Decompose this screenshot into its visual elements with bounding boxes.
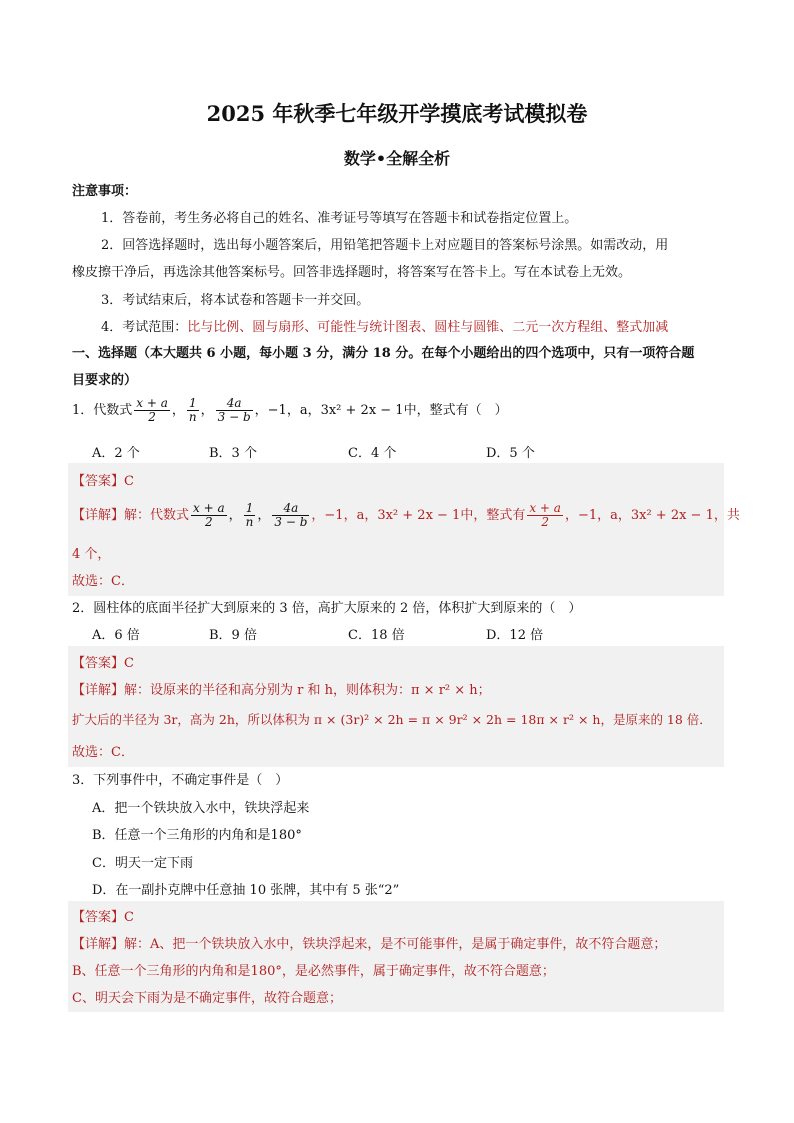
- notice-item-2: 2．回答选择题时，选出每小题答案后，用铅笔把答题卡上对应题目的答案标号涂黑。如需改动，用: [101, 238, 669, 253]
- q1-conclusion: 故选：C．: [72, 574, 134, 589]
- q2-answer: 【答案】C: [72, 656, 134, 671]
- q1-option-d: D．5 个: [486, 446, 535, 461]
- q1-detail-lead: 解：代数式: [124, 508, 190, 523]
- q2-detail-line1: [72, 679, 491, 698]
- q3-option-d: D．在一副扑克牌中任意抽 10 张牌，其中有 5 张“2”: [92, 883, 400, 898]
- q2-detail-tag: 【详解】: [72, 683, 125, 698]
- page-subtitle: 数学•全解全析: [343, 149, 451, 168]
- q3-detail-tag: 【详解】: [72, 937, 125, 952]
- scope-label: 4．考试范围：: [101, 320, 188, 335]
- notice-item-3: 3．考试结束后，将本试卷和答题卡一并交回。: [101, 293, 370, 308]
- question-1-stem: 1．代数式 $\frac{x + a}{2}$ ， $\frac{1}{n}$ ， $\frac{4a}{3 - b}$ ，−1，a，3x² + 2x − 1中，整式有（ ）: [72, 396, 508, 424]
- notice-heading: 注意事项：: [72, 184, 138, 199]
- q3-option-c: C．明天一定下雨: [92, 856, 193, 871]
- q2-detail-text1: 解：设原来的半径和高分别为 r 和 h，则体积为：π × r² × h；: [124, 683, 491, 698]
- q2-option-b: B．9 倍: [209, 628, 257, 643]
- q3-detail-text1: 解：A、把一个铁块放入水中，铁块浮起来，是不可能事件，是属于确定事件，故不符合题意；: [124, 937, 667, 952]
- notice-item-2-cont: 橡皮擦干净后，再选涂其他答案标号。回答非选择题时，将答案写在答卡上。写在本试卷上无效。: [72, 265, 632, 280]
- q2-detail-line2: 扩大后的半径为 3r，高为 2h，所以体积为 π × (3r)² × 2h = π × 9r² × 2h = 18π × r² × h，是原来的 18 倍．: [72, 712, 712, 727]
- q1-rest: ，−1，a，3x² + 2x − 1中，整式有（ ）: [254, 403, 508, 418]
- detail-fraction-x-plus-a-over-2-b: $\frac{x + a}{2}$: [529, 501, 561, 529]
- detail-fraction-1-over-n: $\frac{1}{n}$: [245, 501, 254, 529]
- notice-item-4: [101, 316, 668, 335]
- fraction-4a-over-3-minus-b: $\frac{4a}{3 - b}$: [217, 396, 251, 424]
- q2-option-d: D．12 倍: [486, 628, 544, 643]
- q1-answer-block: [68, 463, 724, 596]
- q1-detail-line2: 4 个，: [72, 547, 111, 562]
- q3-answer: 【答案】C: [72, 910, 134, 925]
- q2-option-c: C．18 倍: [348, 628, 405, 643]
- notice-item-1: 1．答卷前，考生务必将自己的姓名、准考证号等填写在答题卡和试卷指定位置上。: [101, 211, 578, 226]
- q1-option-a: A．2 个: [92, 446, 140, 461]
- q1-option-c: C．4 个: [348, 446, 397, 461]
- question-3-stem: 3．下列事件中，不确定事件是（ ）: [72, 773, 289, 788]
- section-heading-line1: 一、选择题（本大题共 6 小题，每小题 3 分，满分 18 分。在每个小题给出的四个选项中，只有一项符合题: [72, 346, 695, 361]
- section-heading-line2: 目要求的）: [72, 373, 138, 388]
- q1-lead: 1．代数式: [72, 403, 133, 418]
- detail-fraction-x-plus-a-over-2: $\frac{x + a}{2}$: [193, 501, 225, 529]
- q2-conclusion: 故选：C．: [72, 745, 134, 760]
- scope-text: 比与比例、圆与扇形、可能性与统计图表、圆柱与圆锥、二元一次方程组、整式加减: [187, 320, 669, 335]
- q3-detail-line1: [72, 933, 666, 952]
- q1-detail-tail: ，−1，a，3x² + 2x − 1，共: [564, 508, 740, 523]
- page-title: 2025 年秋季七年级开学摸底考试模拟卷: [206, 101, 588, 126]
- q1-answer: 【答案】C: [72, 474, 134, 489]
- fraction-1-over-n: $\frac{1}{n}$: [188, 396, 197, 424]
- q1-detail: 【详解】解：代数式 $\frac{x + a}{2}$ ， $\frac{1}{n}$ ， $\frac{4a}{3 - b}$ ，−1，a，3x² + 2x − 1中，整式有 $\frac{x + a}{2}$ ，−1，a，3x² + 2x − 1，共: [72, 501, 740, 529]
- detail-fraction-4a-over-3-minus-b: $\frac{4a}{3 - b}$: [274, 501, 308, 529]
- fraction-x-plus-a-over-2: $\frac{x + a}{2}$: [136, 396, 168, 424]
- q3-detail-line3: C、明天会下雨为是不确定事件，故符合题意；: [72, 991, 342, 1006]
- q3-option-a: A．把一个铁块放入水中，铁块浮起来: [92, 801, 310, 816]
- q2-option-a: A．6 倍: [92, 628, 140, 643]
- q1-option-b: B．3 个: [209, 446, 257, 461]
- q2-answer-block: [68, 646, 724, 767]
- q3-option-b: B．任意一个三角形的内角和是180°: [92, 828, 302, 843]
- q3-detail-line2: B、任意一个三角形的内角和是180°，是必然事件，属于确定事件，故不符合题意；: [72, 964, 555, 979]
- q1-detail-tag: 【详解】: [72, 508, 125, 523]
- question-2-stem: 2．圆柱体的底面半径扩大到原来的 3 倍，高扩大原来的 2 倍，体积扩大到原来的（ ）: [72, 601, 582, 616]
- q1-detail-mid: ，−1，a，3x² + 2x − 1中，整式有: [311, 508, 526, 523]
